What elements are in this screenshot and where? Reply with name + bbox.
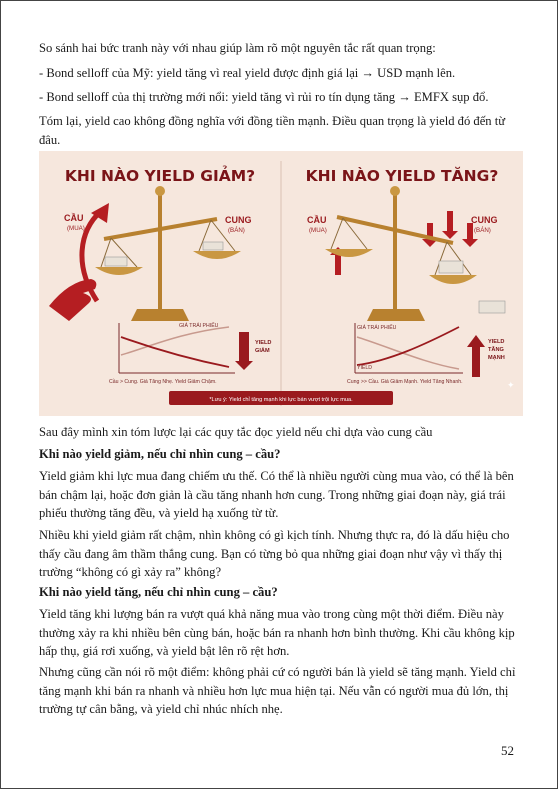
section1-paragraph-2: Nhiều khi yield giảm rất chậm, nhìn không có gì kịch tính. Nhưng thực ra, đó là dấu hiệu cho thấy cầu đang âm thầm thắng cung. Bạn có từng bỏ qua những giai đoạn như vậy vì thấy thị trường “không có gì xảy ra” không? <box>39 528 510 579</box>
left-demand-label: CẦU <box>64 213 84 223</box>
yield-supply-demand-illustration <box>39 151 523 416</box>
left-price-line <box>121 327 229 355</box>
right-yield-label-2: TĂNG <box>488 347 504 353</box>
left-down-arrow <box>235 332 253 370</box>
right-up-arrow <box>467 335 485 377</box>
left-yield-line <box>121 337 229 367</box>
right-yield-line <box>357 327 459 365</box>
right-demand-sub: (MUA) <box>309 227 327 234</box>
left-title: KHI NÀO YIELD GIẢM? <box>64 167 256 185</box>
right-scale-pillar <box>393 191 397 309</box>
section1-heading: Khi nào yield giảm, nếu chỉ nhìn cung – cầu? <box>39 447 281 461</box>
summary-paragraph: Tóm lại, yield cao không đồng nghĩa với đồng tiền mạnh. Điều quan trọng là yield đó đến từ đâu. <box>39 114 506 147</box>
left-scale-pillar <box>158 191 162 309</box>
left-supply-label: CUNG <box>225 215 252 225</box>
left-caption: Cầu > Cung. Giá Tăng Nhẹ. Yield Giảm Chậm. <box>109 379 217 385</box>
sparkle-icon: ✦ <box>507 381 515 391</box>
section2-paragraph-2: Nhưng cũng cần nói rõ một điểm: không phải cứ có người bán là yield sẽ tăng mạnh. Yield chỉ tăng mạnh khi bán ra nhanh và nhiều hơn lực mua hiện tại. Nếu vẫn có người mua đủ lớn, thị trường tự cân bằng, và yield chỉ nhúc nhích nhẹ. <box>39 665 516 716</box>
section2-paragraph-1: Yield tăng khi lượng bán ra vượt quá khả năng mua vào trong cùng một thời điểm. Điều này thường xảy ra khi nhiều bên cùng bán, hoặc bán ra nhanh hơn bình thường. Khi cầu không kịp hấp thụ, giá rơi xuống, và yield bật lên rõ rệt hơn. <box>39 607 515 658</box>
right-yield-label-3: MẠNH <box>488 355 505 361</box>
right-supply-label: CUNG <box>471 215 498 225</box>
left-pan-left <box>95 267 143 275</box>
left-pan-right <box>193 251 241 259</box>
page-number: 52 <box>501 743 514 758</box>
right-price-label: GIÁ TRÁI PHIẾU <box>357 325 397 331</box>
right-title: KHI NÀO YIELD TĂNG? <box>305 167 499 185</box>
falling-bond-stack <box>479 301 505 313</box>
right-pan-left <box>325 249 373 257</box>
left-yield-label-1: YIELD <box>255 340 272 346</box>
right-caption: Cung >> Cầu. Giá Giảm Mạnh. Yield Tăng Nhanh. <box>347 379 463 385</box>
left-scale-top <box>155 186 165 196</box>
section2-heading: Khi nào yield tăng, nếu chỉ nhìn cung – cầu? <box>39 585 278 599</box>
left-yield-label-2: GIẢM <box>255 348 270 354</box>
right-scale-base <box>367 309 425 321</box>
right-scale-top <box>390 186 400 196</box>
right-price-line <box>357 337 459 369</box>
right-demand-label: CẦU <box>307 215 327 225</box>
left-supply-sub: (BÁN) <box>228 227 245 234</box>
bullet-em-selloff: - Bond selloff của thị trường mới nổi: yield tăng vì rủi ro tín dụng tăng → EMFX sụp đổ. <box>39 90 489 104</box>
right-supply-sub: (BÁN) <box>474 227 491 234</box>
left-scale-base <box>131 309 189 321</box>
bullet-us-selloff: - Bond selloff của Mỹ: yield tăng vì real yield được định giá lại → USD mạnh lên. <box>39 66 456 80</box>
intro-paragraph: So sánh hai bức tranh này với nhau giúp làm rõ một nguyên tắc rất quan trọng: <box>39 41 436 55</box>
right-pan-right <box>429 275 477 284</box>
note-text: *Lưu ý: Yield chỉ tăng mạnh khi lực bán vượt trội lực mua. <box>209 397 353 403</box>
section1-paragraph-1: Yield giảm khi lực mua đang chiếm ưu thế. Có thể là nhiều người cùng mua vào, có thể là bên bán chậm lại, hoặc đơn giản là cầu tăng nhanh hơn cung. Trong những giai đoạn này, giá trái phiếu thường tăng đều, và yield hạ xuống từ từ. <box>39 469 514 520</box>
hand-graphic <box>49 279 96 321</box>
left-demand-sub: (MUA) <box>67 225 85 232</box>
right-yield-label-1: YIELD <box>488 339 505 345</box>
after-figure-paragraph: Sau đây mình xin tóm lược lại các quy tắc đọc yield nếu chỉ dựa vào cung cầu <box>39 425 433 439</box>
left-price-label: GIÁ TRÁI PHIẾU <box>179 323 219 329</box>
right-yield-axis-label: YIELD <box>357 365 372 371</box>
